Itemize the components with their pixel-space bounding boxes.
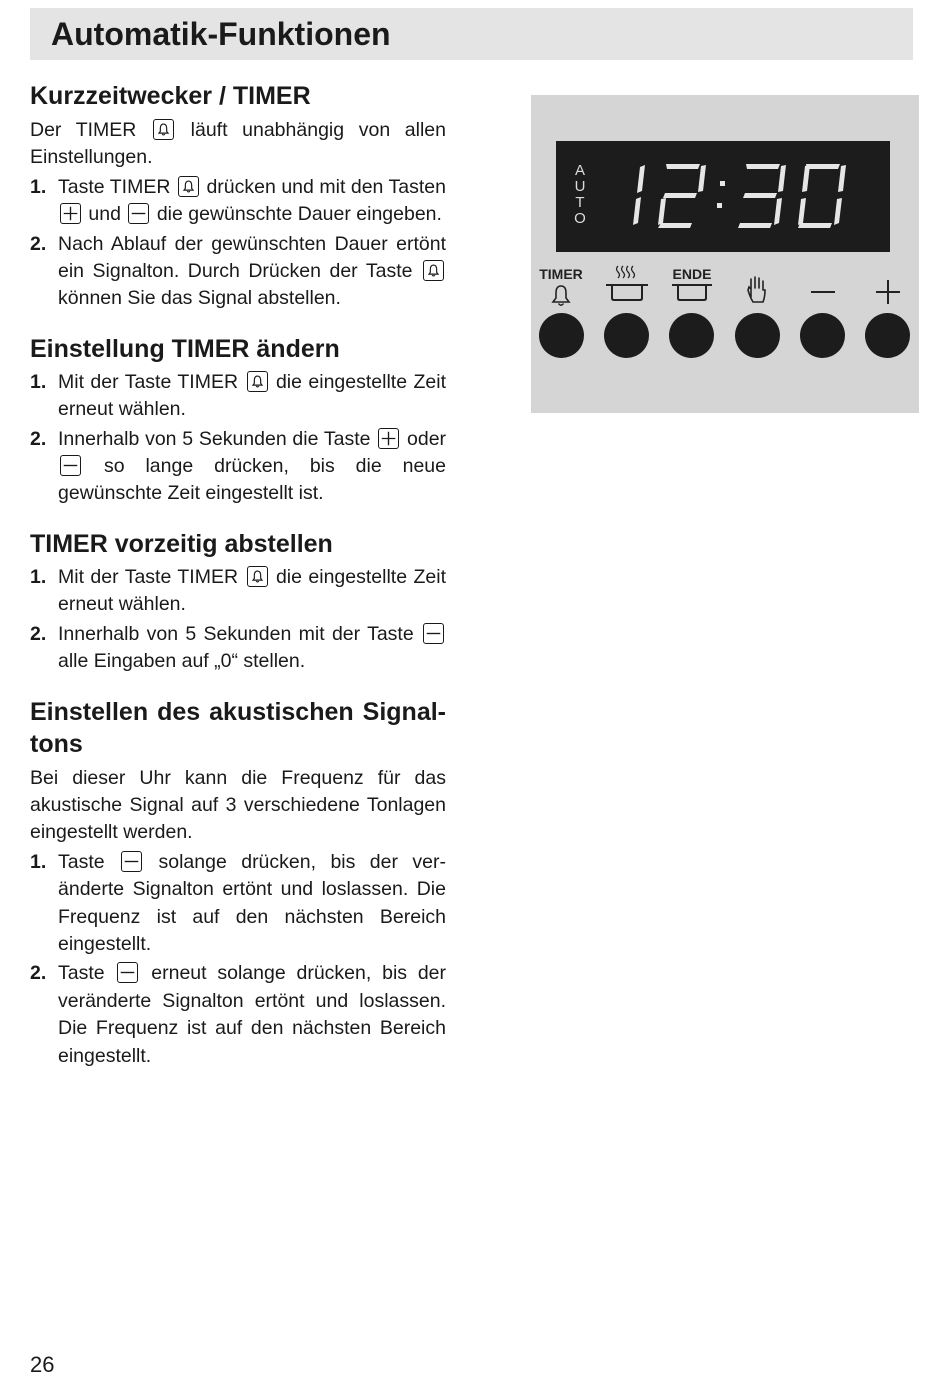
steam-pot-icon [604, 265, 650, 305]
list-item: 2. Innerhalb von 5 Sekunden mit der Taste alle Eingaben auf „0“ stellen. [30, 621, 446, 676]
section-heading: Einstellung TIMER ändern [30, 334, 340, 363]
page-header [30, 8, 913, 60]
ende-label: ENDE [672, 266, 712, 282]
section-kurzzeitwecker [30, 80, 446, 313]
plus-button[interactable] [865, 313, 910, 358]
clock-display [556, 141, 890, 252]
control-panel [531, 95, 919, 413]
minus-key-icon [423, 623, 444, 644]
auto-letter: O [574, 210, 586, 227]
plus-key-icon [60, 203, 81, 224]
section-intro: Der TIMER läuft unabhängig von allen Einstellungen. [30, 119, 446, 169]
minus-button[interactable] [800, 313, 845, 358]
list-item: 1. Taste solange drücken, bis der veränderte Signalton ertönt und loslassen. Die Frequenz ist auf den nächsten Bereich eingestellt. [30, 850, 447, 955]
bell-key-icon [153, 119, 174, 140]
seven-segment-time [616, 161, 876, 231]
ende-button[interactable] [669, 313, 714, 358]
step-list [30, 369, 446, 508]
bell-key-icon [423, 260, 444, 281]
section-heading: TIMER vorzeitig abstellen [30, 529, 333, 558]
section-intro: Bei dieser Uhr kann die Frequenz für das akustische Signal auf 3 verschiedene Tonlagen eingestellt werden. [30, 766, 446, 844]
minus-icon [809, 280, 837, 304]
auto-letter: A [574, 162, 585, 179]
step-list [30, 174, 446, 313]
step-list [30, 849, 446, 1070]
text-column [30, 80, 446, 1070]
plus-icon [874, 278, 902, 306]
timer-label: TIMER [539, 266, 583, 282]
list-item: 1. Taste TIMER drücken und mit den Tasten und die gewünschte Dauer eingeben. [30, 175, 447, 226]
list-item: 2. Innerhalb von 5 Sekunden die Taste oder so lange drücken, bis die neue gewünschte Zeit eingestellt ist. [30, 427, 447, 505]
bell-icon [548, 283, 574, 309]
section-heading: Kurzzeitwecker / TIMER [30, 82, 311, 110]
list-item: 1. Mit der Taste TIMER die eingestellte Zeit erneut wählen. [30, 370, 446, 421]
step-list [30, 564, 446, 676]
plus-key-icon [378, 428, 399, 449]
minus-key-icon [121, 851, 142, 872]
cook-button[interactable] [604, 313, 649, 358]
list-item: 1. Mit der Taste TIMER die eingestellte Zeit erneut wählen. [30, 565, 446, 616]
bell-key-icon [247, 566, 268, 587]
pot-icon [670, 279, 714, 307]
manual-button[interactable] [735, 313, 780, 358]
list-item: 2. Taste erneut solange drücken, bis der veränderte Signalton ertönt und loslassen. Die Frequenz ist auf den nächsten Bereich eingestellt. [30, 962, 447, 1067]
auto-letter: U [574, 178, 586, 195]
minus-key-icon [60, 455, 81, 476]
minus-key-icon [128, 203, 149, 224]
page-number: 26 [30, 1352, 55, 1377]
timer-button[interactable] [539, 313, 584, 358]
section-signalton [30, 696, 446, 1070]
section-heading: Einstellen des akustischen Signaltons [30, 697, 446, 758]
bell-key-icon [178, 176, 199, 197]
list-item: 2. Nach Ablauf der gewünschten Dauer ertönt ein Signalton. Durch Drücken der Taste können Sie das Signal abstellen. [30, 232, 446, 310]
section-timer-abstellen [30, 528, 446, 676]
section-timer-aendern [30, 333, 446, 508]
auto-letter: T [575, 194, 585, 211]
page-title: Automatik-Funktionen [51, 16, 391, 52]
hand-icon [744, 275, 770, 307]
bell-key-icon [247, 371, 268, 392]
minus-key-icon [117, 962, 138, 983]
